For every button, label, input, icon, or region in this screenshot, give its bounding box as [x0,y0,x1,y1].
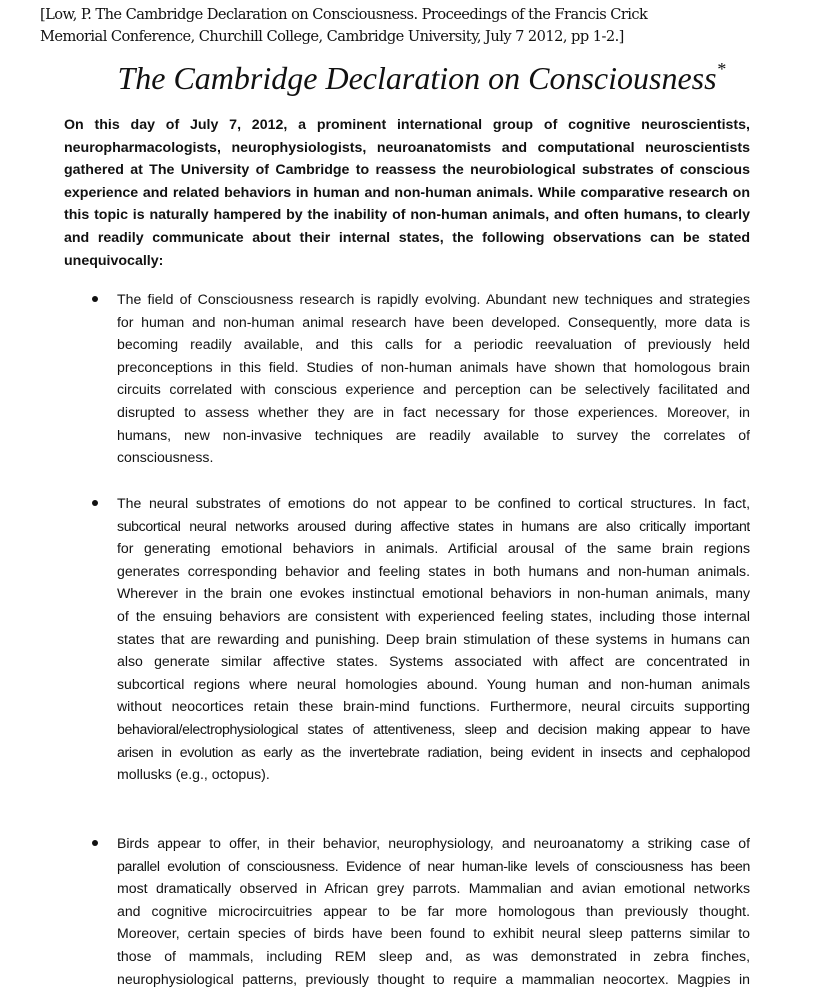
intro-line: this topic is naturally hampered by the inability of non-human animals, and often humans, to clearly [64,207,750,224]
bullet-icon [92,500,98,506]
bullet-line: mollusks (e.g., octopus). [117,766,270,783]
bullet-line: The field of Consciousness research is rapidly evolving. Abundant new techniques and strategies [117,291,750,307]
citation-line: Memorial Conference, Churchill College, Cambridge University, July 7 2012, pp 1-2.] [40,28,624,45]
bullet-line: Moreover, certain species of birds have been found to exhibit neural sleep patterns similar to [117,925,750,942]
bullet-line: without neocortices retain these brain-mind functions. Furthermore, neural circuits supporting [117,698,750,715]
title-text: The Cambridge Declaration on Consciousness [117,60,717,96]
bullet-line: behavioral/electrophysiological states of attentiveness, sleep and decision making appear to have [117,720,750,737]
bullet-text [117,288,750,469]
citation-block [40,4,760,48]
bullet-line: neurophysiological patterns, previously thought to require a mammalian neocortex. Magpies in [117,970,750,987]
bullet-text [117,832,750,990]
bullet-line: and cognitive microcircuitries appear to be far more homologous than previously thought. [117,902,750,919]
bullet-line: arisen in evolution as early as the invertebrate radiation, being evident in insects and cephalopod [117,743,750,760]
bullet-icon [92,840,98,846]
citation-line: [Low, P. The Cambridge Declaration on Consciousness. Proceedings of the Francis Crick [40,6,648,23]
document-title [0,58,835,98]
bullet-icon [92,296,98,302]
bullet-line: those of mammals, including REM sleep and, as was demonstrated in zebra finches, [117,947,750,964]
bullet-line: also generate similar affective states. Systems associated with affect are concentrated in [117,653,750,670]
bullet-line: for generating emotional behaviors in animals. Artificial arousal of the same brain regions [117,540,750,557]
bullet-line: generates corresponding behavior and feeling states in both humans and non-human animals. [117,562,750,579]
bullet-line: states that are rewarding and punishing. Deep brain stimulation of these systems in humans can [117,630,750,647]
bullet-text [117,492,750,786]
bullet-line: subcortical neural networks aroused during affective states in humans are also critically important [117,517,750,534]
intro-line: and readily communicate about their internal states, the following observations can be stated [64,229,750,246]
bullet-line: of the ensuing behaviors are consistent with experienced feeling states, including those internal [117,607,750,624]
bullet-line: Birds appear to offer, in their behavior, neurophysiology, and neuroanatomy a striking case of [117,835,750,851]
bullet-line: parallel evolution of consciousness. Evidence of near human-like levels of consciousness has been [117,857,750,874]
bullet-line: The neural substrates of emotions do not appear to be confined to cortical structures. In fact, [117,495,750,511]
title-footnote-mark: * [716,59,726,79]
intro-paragraph [64,114,750,272]
bullet-line: humans, new non-invasive techniques are readily available to survey the correlates of [117,426,750,443]
bullet-line: Wherever in the brain one evokes instinctual emotional behaviors in non-human animals, many [117,585,750,602]
bullet-line: most dramatically observed in African grey parrots. Mammalian and avian emotional networks [117,880,750,897]
bullet-line: disrupted to assess whether they are in fact necessary for those experiences. Moreover, in [117,403,750,420]
intro-line: neuropharmacologists, neurophysiologists, neuroanatomists and computational neuroscientists [64,139,750,156]
intro-line: experience and related behaviors in human and non-human animals. While comparative research on [64,184,750,201]
bullet-line: preconceptions in this field. Studies of non-human animals have shown that homologous brain [117,358,750,375]
intro-line: On this day of July 7, 2012, a prominent international group of cognitive neuroscientists, [64,117,750,133]
bullet-line: for human and non-human animal research have been developed. Consequently, more data is [117,313,750,330]
intro-line: gathered at The University of Cambridge to reassess the neurobiological substrates of conscious [64,162,750,179]
bullet-line: subcortical regions where neural homologies abound. Young human and non-human animals [117,675,750,692]
bullet-line: circuits correlated with conscious experience and perception can be selectively facilitated and [117,381,750,398]
bullet-line: consciousness. [117,449,214,466]
intro-line: unequivocally: [64,252,164,269]
bullet-line: becoming readily available, and this calls for a periodic reevaluation of previously held [117,336,750,353]
